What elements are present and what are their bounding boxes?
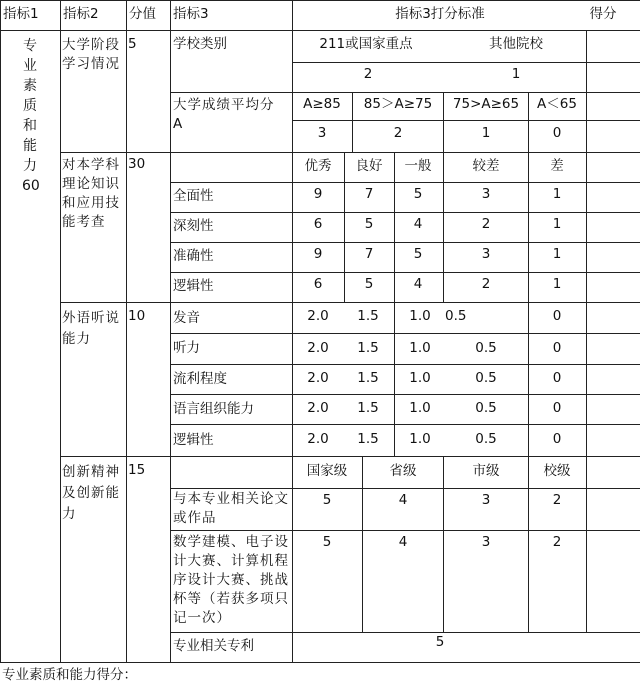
theory-cell: 1	[552, 246, 562, 262]
patent-value: 5	[435, 634, 445, 650]
theory-cell: 1	[552, 216, 562, 232]
indicator1-label: 专业素质和能力60	[22, 38, 40, 194]
innovation-cell: 5	[322, 492, 332, 508]
language-cell: 1.5	[357, 370, 379, 386]
innovation-cell: 4	[398, 534, 408, 550]
gpa-range: A＜65	[537, 96, 577, 112]
language-row-label: 语言组织能力	[173, 401, 254, 417]
study-name: 大学阶段学习情况	[62, 37, 120, 72]
language-cell: 0.5	[445, 308, 467, 324]
innovation-level: 国家级	[306, 463, 348, 479]
language-cell: 1.5	[357, 308, 379, 324]
language-cell: 2.0	[307, 340, 329, 356]
language-cell: 0	[552, 400, 562, 416]
gpa-points: 3	[317, 125, 327, 141]
theory-row-label: 逻辑性	[173, 278, 214, 294]
theory-score: 30	[128, 156, 146, 172]
header-indicator3: 指标3	[173, 6, 209, 22]
theory-row-label: 深刻性	[173, 218, 214, 234]
innovation-name: 创新精神及创新能力	[62, 464, 120, 522]
theory-cell: 1	[552, 186, 562, 202]
language-cell: 1.0	[409, 370, 431, 386]
header-score: 分值	[129, 6, 156, 22]
language-cell: 0.5	[475, 340, 497, 356]
theory-cell: 5	[413, 246, 423, 262]
language-cell: 0	[552, 370, 562, 386]
innovation-row-label: 与本专业相关论文或作品	[173, 491, 289, 526]
innovation-cell: 2	[552, 492, 562, 508]
theory-level: 一般	[404, 158, 432, 174]
language-score: 10	[128, 308, 146, 324]
gpa-range: 85＞A≥75	[363, 96, 433, 112]
language-cell: 1.5	[357, 431, 379, 447]
theory-level: 优秀	[304, 158, 332, 174]
language-row-label: 发音	[173, 310, 200, 326]
theory-cell: 9	[313, 246, 323, 262]
language-row-label: 流利程度	[173, 371, 227, 387]
patent-label: 专业相关专利	[173, 638, 254, 654]
theory-level: 较差	[472, 158, 500, 174]
language-cell: 1.0	[409, 340, 431, 356]
language-cell: 2.0	[307, 400, 329, 416]
language-row-label: 听力	[173, 340, 200, 356]
theory-level: 差	[550, 158, 564, 174]
language-cell: 0	[552, 308, 562, 324]
innovation-row-label: 数学建模、电子设计大赛、计算机程序设计大赛、挑战杯等（若获多项只记一次）	[173, 534, 289, 626]
study-score: 5	[128, 36, 137, 52]
school-option-key: 211或国家重点	[319, 36, 413, 52]
school-points-other: 1	[511, 66, 521, 82]
gpa-points: 0	[552, 125, 562, 141]
header-indicator2: 指标2	[63, 6, 99, 22]
theory-cell: 7	[364, 246, 374, 262]
theory-cell: 2	[481, 276, 491, 292]
header-indicator1: 指标1	[3, 6, 39, 22]
language-name: 外语听说能力	[62, 310, 120, 347]
theory-cell: 2	[481, 216, 491, 232]
total-score-label: 专业素质和能力得分：	[2, 667, 137, 683]
header-points: 得分	[589, 6, 617, 22]
theory-cell: 4	[413, 276, 423, 292]
language-cell: 2.0	[307, 308, 329, 324]
language-cell: 0	[552, 340, 562, 356]
theory-cell: 3	[481, 186, 491, 202]
theory-cell: 5	[364, 216, 374, 232]
theory-name: 对本学科理论知识和应用技能考查	[62, 157, 120, 230]
innovation-level: 校级	[543, 463, 571, 479]
language-cell: 0.5	[475, 400, 497, 416]
innovation-cell: 4	[398, 492, 408, 508]
theory-cell: 6	[313, 276, 323, 292]
innovation-cell: 5	[322, 534, 332, 550]
theory-cell: 1	[552, 276, 562, 292]
theory-row-label: 准确性	[173, 248, 214, 264]
header-criteria: 指标3打分标准	[395, 6, 485, 22]
language-cell: 1.0	[409, 400, 431, 416]
innovation-score: 15	[128, 462, 146, 478]
language-cell: 2.0	[307, 370, 329, 386]
gpa-range: A≥85	[303, 96, 341, 112]
gpa-label: 大学成绩平均分A	[173, 97, 275, 132]
theory-cell: 4	[413, 216, 423, 232]
theory-cell: 6	[313, 216, 323, 232]
theory-cell: 3	[481, 246, 491, 262]
school-points-key: 2	[363, 66, 373, 82]
theory-cell: 5	[364, 276, 374, 292]
innovation-cell: 2	[552, 534, 562, 550]
innovation-level: 省级	[389, 463, 417, 479]
language-cell: 1.0	[409, 308, 431, 324]
language-cell: 0.5	[475, 370, 497, 386]
theory-cell: 9	[313, 186, 323, 202]
school-type-label: 学校类别	[173, 36, 227, 52]
gpa-points: 1	[481, 125, 491, 141]
theory-cell: 5	[413, 186, 423, 202]
language-cell: 0.5	[475, 431, 497, 447]
theory-cell: 7	[364, 186, 374, 202]
innovation-level: 市级	[472, 463, 500, 479]
gpa-points: 2	[393, 125, 403, 141]
language-cell: 1.5	[357, 400, 379, 416]
language-cell: 1.5	[357, 340, 379, 356]
gpa-range: 75>A≥65	[452, 96, 520, 112]
innovation-cell: 3	[481, 534, 491, 550]
language-cell: 2.0	[307, 431, 329, 447]
language-cell: 0	[552, 431, 562, 447]
theory-row-label: 全面性	[173, 188, 214, 204]
language-cell: 1.0	[409, 431, 431, 447]
theory-level: 良好	[355, 158, 383, 174]
language-row-label: 逻辑性	[173, 432, 214, 448]
school-option-other: 其他院校	[489, 36, 543, 52]
innovation-cell: 3	[481, 492, 491, 508]
